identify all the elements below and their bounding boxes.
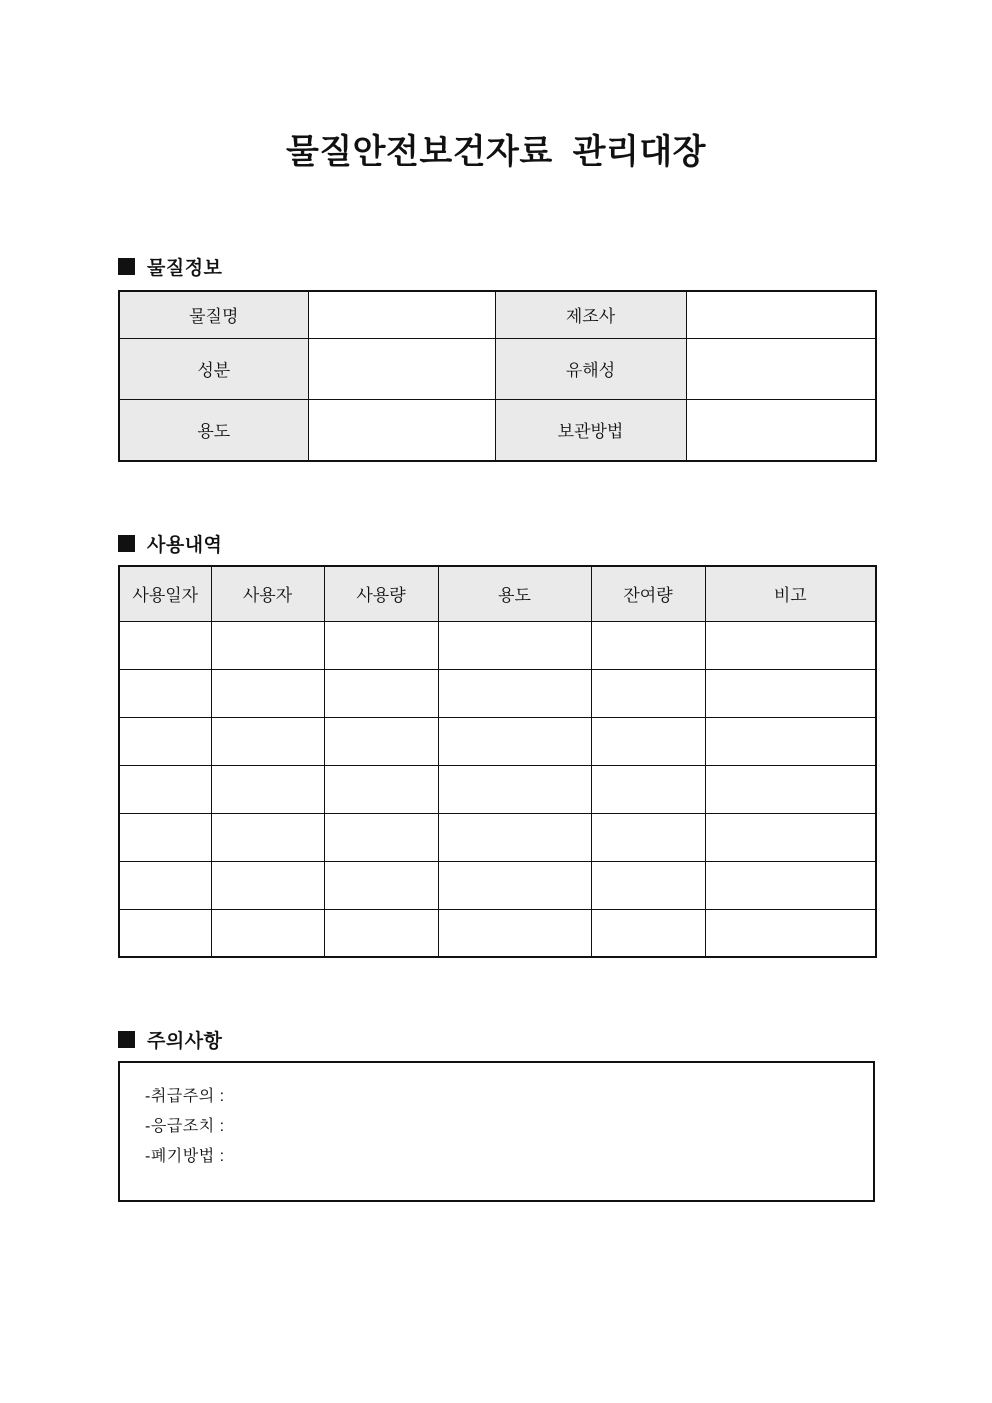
usage-empty-cell	[438, 717, 591, 765]
usage-empty-cell	[324, 765, 438, 813]
usage-empty-cell	[119, 909, 211, 957]
usage-empty-cell	[591, 717, 705, 765]
usage-empty-cell	[324, 813, 438, 861]
usage-history-table	[118, 565, 877, 958]
usage-empty-cell	[591, 813, 705, 861]
section-marker-icon	[118, 535, 135, 552]
material-value-cell	[686, 291, 876, 338]
material-value-cell	[686, 399, 876, 461]
usage-empty-cell	[324, 909, 438, 957]
material-label-cell: 제조사	[495, 291, 686, 338]
material-info-row	[119, 399, 876, 461]
material-info-row	[119, 338, 876, 399]
usage-empty-cell	[438, 669, 591, 717]
usage-empty-cell	[591, 909, 705, 957]
material-value-cell	[308, 291, 495, 338]
usage-empty-row	[119, 813, 876, 861]
usage-empty-cell	[591, 669, 705, 717]
usage-empty-row	[119, 717, 876, 765]
usage-empty-cell	[211, 909, 324, 957]
material-value-cell	[308, 399, 495, 461]
usage-empty-cell	[119, 621, 211, 669]
usage-empty-row	[119, 909, 876, 957]
material-label-cell: 유해성	[495, 338, 686, 399]
section-marker-icon	[118, 258, 135, 275]
usage-column-header: 사용일자	[119, 566, 211, 621]
usage-empty-cell	[119, 861, 211, 909]
usage-empty-row	[119, 669, 876, 717]
material-label-cell: 성분	[119, 338, 308, 399]
usage-empty-cell	[119, 669, 211, 717]
usage-empty-cell	[591, 765, 705, 813]
usage-empty-cell	[211, 717, 324, 765]
material-label-cell: 용도	[119, 399, 308, 461]
material-value-cell	[686, 338, 876, 399]
section-marker-icon	[118, 1031, 135, 1048]
section-header-material-info	[118, 253, 222, 280]
usage-empty-cell	[324, 621, 438, 669]
usage-column-header: 잔여량	[591, 566, 705, 621]
material-info-table	[118, 290, 877, 462]
usage-empty-row	[119, 765, 876, 813]
usage-empty-cell	[211, 813, 324, 861]
usage-empty-cell	[324, 717, 438, 765]
section-title-precautions: 주의사항	[147, 1031, 223, 1052]
usage-column-header: 비고	[705, 566, 876, 621]
usage-empty-cell	[591, 861, 705, 909]
usage-empty-cell	[119, 765, 211, 813]
usage-empty-cell	[119, 813, 211, 861]
section-title-material-info: 물질정보	[147, 258, 223, 279]
usage-empty-cell	[705, 621, 876, 669]
usage-empty-cell	[705, 717, 876, 765]
usage-empty-cell	[705, 861, 876, 909]
usage-header-row	[119, 566, 876, 621]
material-label-cell: 보관방법	[495, 399, 686, 461]
material-info-row	[119, 291, 876, 338]
usage-empty-row	[119, 621, 876, 669]
precaution-line-handling: -취급주의 :	[145, 1088, 225, 1105]
precautions-box	[118, 1061, 875, 1202]
usage-empty-cell	[211, 621, 324, 669]
usage-empty-cell	[705, 909, 876, 957]
usage-empty-rows	[119, 621, 876, 957]
usage-empty-cell	[324, 861, 438, 909]
section-title-usage-history: 사용내역	[147, 535, 223, 556]
material-value-cell	[308, 338, 495, 399]
usage-empty-cell	[324, 669, 438, 717]
usage-empty-cell	[211, 861, 324, 909]
usage-empty-cell	[438, 765, 591, 813]
usage-empty-cell	[438, 909, 591, 957]
section-header-precautions	[118, 1026, 222, 1053]
usage-column-header: 사용량	[324, 566, 438, 621]
usage-column-header: 사용자	[211, 566, 324, 621]
usage-empty-cell	[211, 669, 324, 717]
usage-empty-cell	[119, 717, 211, 765]
document-title: 물질안전보건자료 관리대장	[285, 133, 707, 171]
usage-empty-cell	[438, 813, 591, 861]
usage-empty-cell	[705, 813, 876, 861]
usage-empty-cell	[438, 861, 591, 909]
usage-empty-row	[119, 861, 876, 909]
section-header-usage-history	[118, 530, 222, 557]
precaution-line-disposal: -폐기방법 :	[145, 1148, 225, 1165]
usage-empty-cell	[438, 621, 591, 669]
usage-empty-cell	[705, 765, 876, 813]
precaution-line-first-aid: -응급조치 :	[145, 1118, 225, 1135]
usage-empty-cell	[705, 669, 876, 717]
usage-column-header: 용도	[438, 566, 591, 621]
material-label-cell: 물질명	[119, 291, 308, 338]
usage-empty-cell	[211, 765, 324, 813]
usage-empty-cell	[591, 621, 705, 669]
